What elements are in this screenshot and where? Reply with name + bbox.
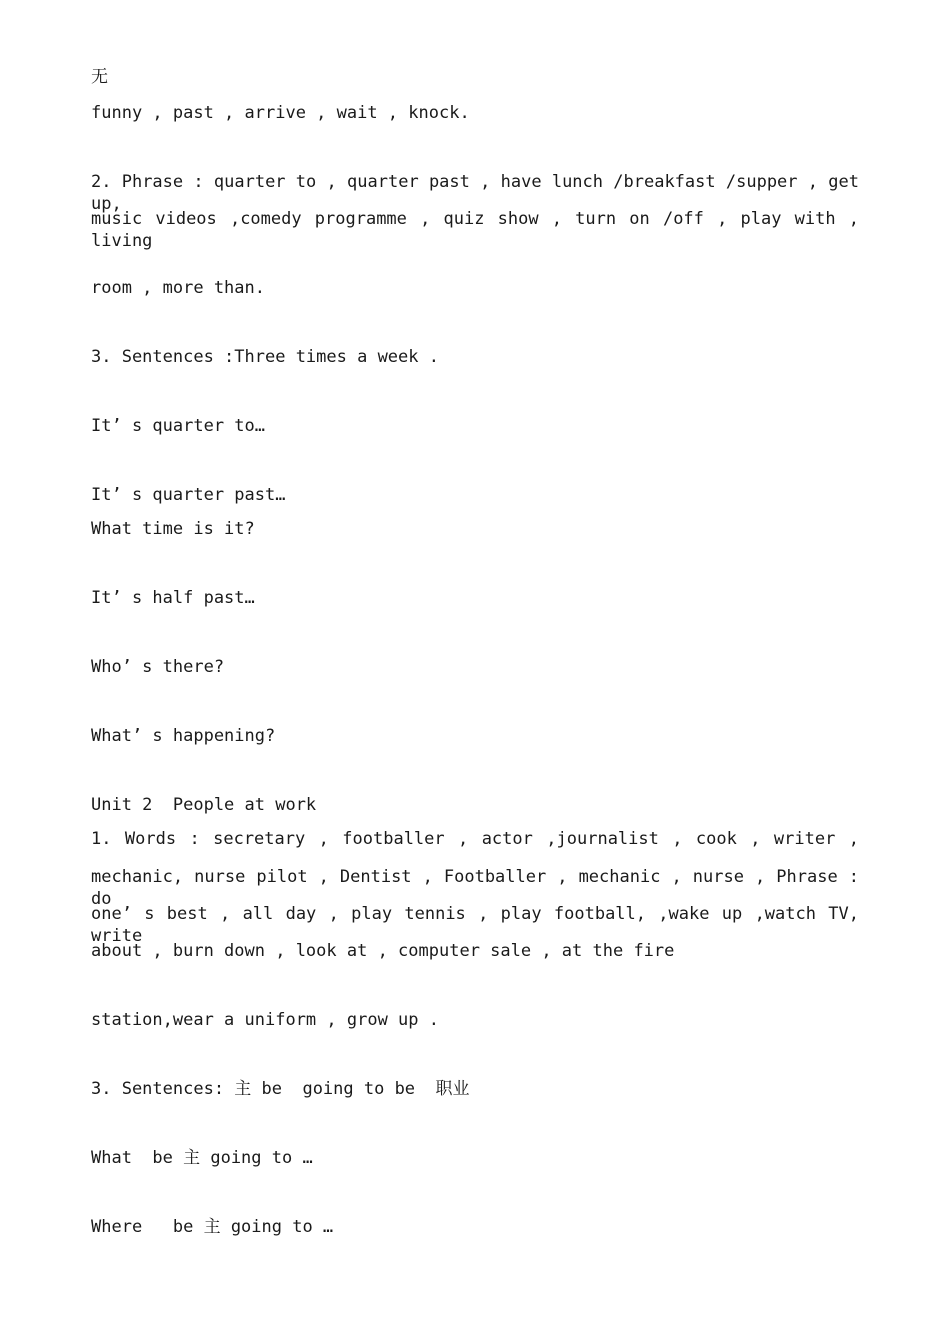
text-line-phrase-heading: 2. Phrase : quarter to , quarter past , have lunch /breakfast /supper , get up, xyxy=(91,172,859,214)
unit-heading: Unit 2 People at work xyxy=(91,795,317,815)
text-line-quarter-past: It’ s quarter past… xyxy=(91,485,286,505)
text-line-whats-happening: What’ s happening? xyxy=(91,726,276,746)
text-line-unit2-phrases-end: station,wear a uniform , grow up . xyxy=(91,1010,439,1030)
text-line-phrase-end: room , more than. xyxy=(91,278,265,298)
text-line-where-going-to: Where be 主 going to … xyxy=(91,1217,334,1237)
text-line-half-past: It’ s half past… xyxy=(91,588,255,608)
text-line-words-list: funny , past , arrive , wait , knock. xyxy=(91,103,470,123)
text-line-unit2-words-continued: mechanic, nurse pilot , Dentist , Footballer , mechanic , nurse , Phrase : do xyxy=(91,867,859,909)
text-line-unit2-sentences-heading: 3. Sentences: 主 be going to be 职业 xyxy=(91,1079,470,1099)
text-line-wu: 无 xyxy=(91,67,108,87)
text-line-unit2-phrases-continued: about , burn down , look at , computer sale , at the fire xyxy=(91,941,675,961)
text-line-whos-there: Who’ s there? xyxy=(91,657,225,677)
text-line-what-going-to: What be 主 going to … xyxy=(91,1148,313,1168)
text-line-phrase-continued: music videos ,comedy programme , quiz show , turn on /off , play with , living xyxy=(91,209,859,251)
text-line-unit2-phrases: one’ s best , all day , play tennis , play football, ,wake up ,watch TV, write xyxy=(91,904,859,946)
text-line-sentences-heading: 3. Sentences :Three times a week . xyxy=(91,347,439,367)
text-line-quarter-to: It’ s quarter to… xyxy=(91,416,265,436)
text-line-what-time: What time is it? xyxy=(91,519,255,539)
text-line-unit2-words: 1. Words : secretary , footballer , actor ,journalist , cook , writer , xyxy=(91,829,859,849)
